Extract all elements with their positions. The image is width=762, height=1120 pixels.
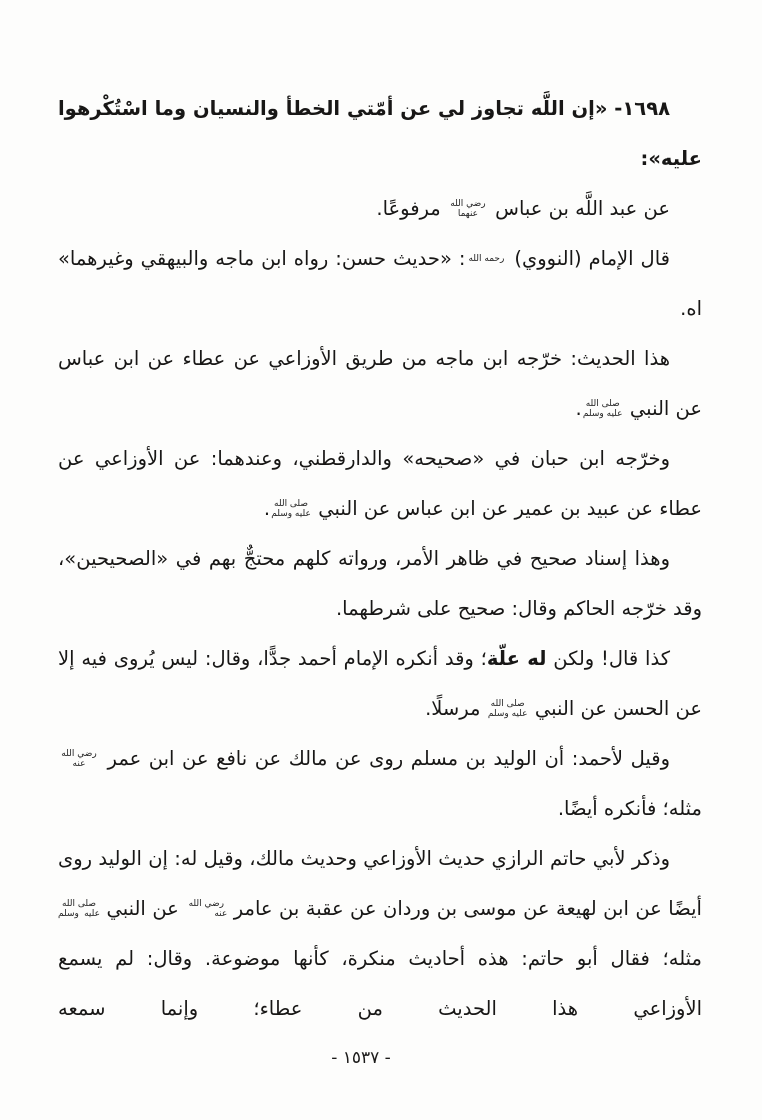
takhrij-text-end: . [575,397,582,420]
abu-hatim-text-end: مثله؛ فقال أبو حاتم: هذه أحاديث منكرة، كأنها موضوعة. وقال: لم يسمع الأوزاعي هذا الحديث من عطاء؛ وإنما سمعه [58,947,702,1020]
page-body [58,84,702,1034]
honorific-rahimahu-allah: رحمه الله [468,253,505,264]
hadith-text: «إن اللَّه تجاوز لي عن أمّتي الخطأ والنسيان وما اسْتُكْرهوا عليه»: [58,97,702,170]
honorific-radi-allahu-anhuma: رضي الله عنهما [450,199,486,219]
honorific-sallallahu-alayhi-wasallam: صلى الله عليه وسلم [271,499,311,519]
assessment-text: وهذا إسناد صحيح في ظاهر الأمر، ورواته كلهم محتجٌّ بهم في «الصحيحين»، وقد خرّجه الحاكم وقال: صحيح على شرطهما. [58,547,702,620]
takhrij2-text: وخرّجه ابن حبان في «صحيحه» والدارقطني، وعندهما: عن الأوزاعي عن عطاء عن عبيد بن عمير عن ابن عباس عن النبي [58,447,702,520]
isnad-text: عن عبد اللَّه بن عباس [488,197,670,220]
defect-phrase-bold: له علّة [486,647,547,670]
ahmad-text-end: مثله؛ فأنكره أيضًا. [557,797,702,820]
honorific-radi-allahu-anhu: رضي الله عنه [61,749,97,769]
hadith-number: ١٦٩٨- [614,97,670,120]
nawawi-quote-text: : «حديث حسن: رواه ابن ماجه والبيهقي وغيرهما» اه. [58,247,702,320]
defect-text-end: مرسلًا. [425,697,487,720]
takhrij-text: هذا الحديث: خرّجه ابن ماجه من طريق الأوزاعي عن عطاء عن ابن عباس عن النبي [58,347,702,420]
nawawi-quote-intro: قال الإمام (النووي) [507,247,670,270]
hadith-paragraph [58,84,702,184]
honorific-radi-allahu-anhu: رضي الله عنه [188,899,228,919]
defect-text-middle: ؛ وقد أنكره الإمام أحمد جدًّا، وقال: ليس يُروى فيه إلا عن الحسن عن النبي [58,647,702,720]
nawawi-grading-paragraph [58,234,702,334]
isnad-assessment-paragraph [58,534,702,634]
ahmad-response-paragraph [58,734,702,834]
honorific-sallallahu-alayhi-wasallam: صلى الله عليه وسلم [487,699,528,719]
honorific-sallallahu-alayhi-wasallam: صلى الله عليه وسلم [58,899,100,919]
abu-hatim-paragraph [58,834,702,1034]
honorific-sallallahu-alayhi-wasallam: صلى الله عليه وسلم [582,399,623,419]
page-number: - ١٥٣٧ - [331,1048,391,1068]
ahmad-text: وقيل لأحمد: أن الوليد بن مسلم روى عن مالك عن نافع عن ابن عمر [100,747,670,770]
defect-text-start: كذا قال! ولكن [546,647,670,670]
isnad-text-end: مرفوعًا. [376,197,447,220]
abu-hatim-text-start: وذكر لأبي حاتم الرازي حديث الأوزاعي وحديث مالك، وقيل له: إن الوليد روى أيضًا عن ابن لهيعة عن موسى بن وردان عن عقبة بن عامر [58,847,702,920]
ibn-majah-takhrij-paragraph [58,334,702,434]
ibn-hibban-takhrij-paragraph [58,434,702,534]
isnad-paragraph [58,184,702,234]
abu-hatim-text-middle: عن النبي [100,897,186,920]
defect-note-paragraph [58,634,702,734]
takhrij2-text-end: . [263,497,271,520]
